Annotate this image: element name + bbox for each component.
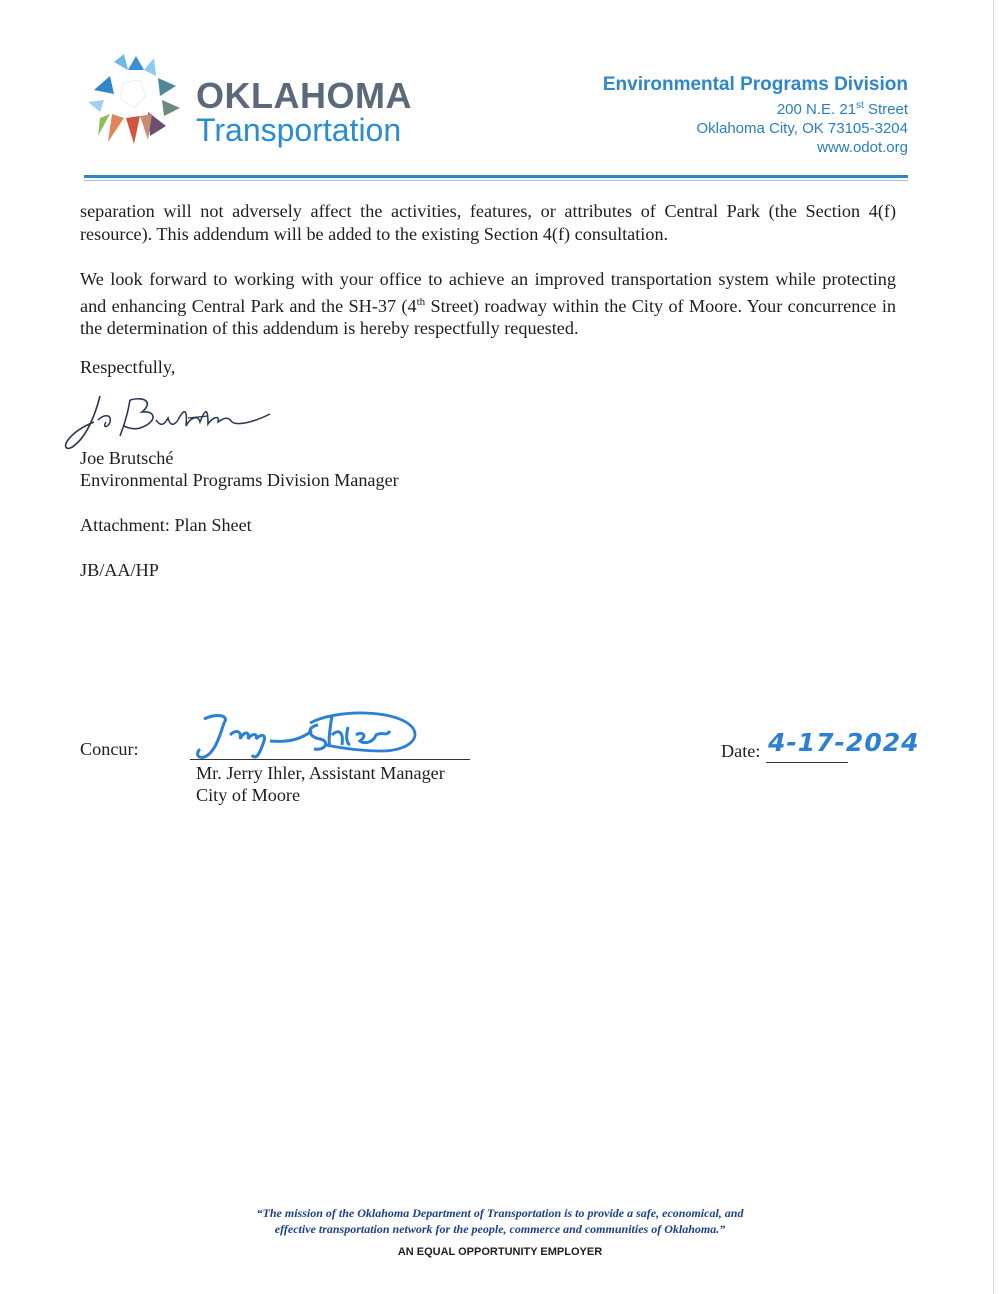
odot-logo [84,52,424,152]
division-address-block [603,74,908,157]
handwritten-date: 4-17-2024 [768,728,920,757]
city-state-zip: Oklahoma City, OK 73105-3204 [696,120,908,137]
website-link[interactable]: www.odot.org [817,139,908,156]
concurring-official-name: Mr. Jerry Ihler, Assistant Manager [196,763,445,783]
body-paragraph-2 [80,268,896,340]
logo-wordmark-line2: Transportation [196,112,402,148]
paragraph2-text-b: Street) roadway within the City of Moore. Your concurrence in the determination of this addendum is hereby respectfully requested. [80,295,896,339]
concurring-organization: City of Moore [196,785,301,805]
reference-initials: JB/AA/HP [80,560,159,580]
date-line [766,762,848,763]
paragraph2-text-a: We look forward to working with your office to achieve an improved transportation system while protecting and enhancing Central Park and the SH-37 (4 [80,269,896,316]
street-address [603,96,908,119]
paragraph2-ordinal: th [416,295,426,308]
equal-opportunity-notice: AN EQUAL OPPORTUNITY EMPLOYER [397,1246,603,1258]
concur-label: Concur: [80,739,139,759]
signature-jerry-ihler [186,705,431,767]
mission-statement [200,1205,800,1237]
street-ordinal: st [856,100,864,111]
star-logo-icon [84,52,184,152]
division-name: Environmental Programs Division [602,74,908,95]
attachment-note: Attachment: Plan Sheet [80,515,252,535]
signer-name: Joe Brutsché [80,448,174,468]
page-edge [993,0,994,1294]
mission-line-2: effective transportation network for the people, commerce and communities of Oklahoma.” [274,1222,726,1236]
closing: Respectfully, [80,357,176,377]
mission-line-1: “The mission of the Oklahoma Department of Transportation is to provide a safe, economical, and [256,1206,744,1220]
street-prefix: 200 N.E. 21 [776,101,857,118]
body-paragraph-1: separation will not adversely affect the activities, features, or attributes of Central Park (the Section 4(f) resource). This addendum will be added to the existing Section 4(f) consultation. [80,201,896,244]
date-label: Date: [721,741,761,761]
logo-wordmark-line1: OKLAHOMA [196,75,412,116]
street-suffix: Street [863,101,908,118]
letterhead-divider [84,175,908,178]
signer-title: Environmental Programs Division Manager [80,470,399,490]
letterhead-divider-thin [84,180,908,181]
